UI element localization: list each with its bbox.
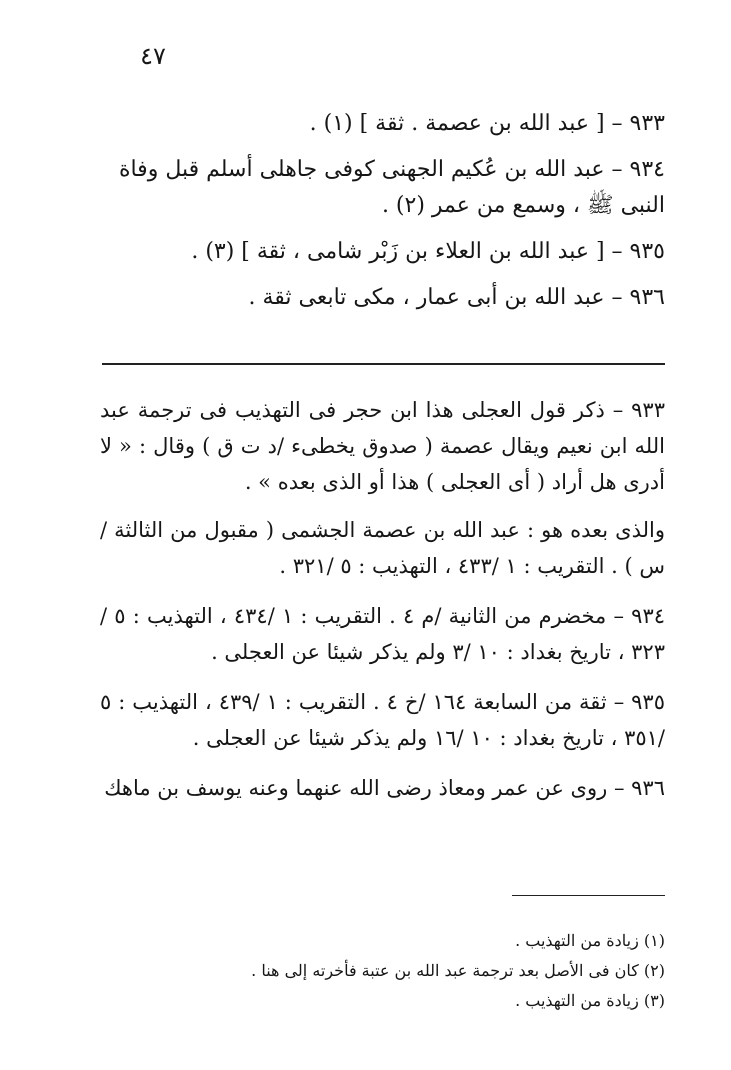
entry-text: عبد الله بن أبى عمار ، مكى تابعى ثقة .: [248, 285, 605, 310]
note-number: ٩٣٥: [631, 690, 665, 714]
entry-933: [100, 106, 665, 142]
note-933-continuation: [100, 512, 665, 584]
note-number: ٩٣٣: [631, 398, 665, 422]
footnote-3: [200, 986, 665, 1016]
note-dash: –: [606, 690, 625, 714]
footnotes: [200, 926, 665, 1016]
entry-number: ٩٣٣: [629, 111, 665, 136]
note-dash: –: [606, 604, 624, 628]
note-dash: –: [607, 776, 625, 800]
entry-text: [ عبد الله بن عصمة . ثقة ] (١) .: [309, 111, 605, 136]
footnote-number: (٢): [643, 961, 665, 980]
entry-dash: –: [604, 111, 623, 136]
entry-text: [ عبد الله بن العلاء بن زَبْر شامى ، ثقة ] (٣) .: [191, 239, 605, 264]
footnote-text: زيادة من التهذيب .: [515, 991, 639, 1010]
note-number: ٩٣٤: [631, 604, 666, 628]
entry-936: [100, 280, 665, 316]
footnotes-divider: [512, 895, 665, 896]
entry-dash: –: [604, 239, 623, 264]
footnote-text: كان فى الأصل بعد ترجمة عبد الله بن عتبة فأخرته إلى هنا .: [251, 961, 639, 980]
page-number: ٤٧: [140, 42, 166, 70]
entry-934: [100, 152, 665, 224]
notes-divider: [102, 363, 665, 365]
footnote-2: [200, 956, 665, 986]
entry-dash: –: [604, 285, 623, 310]
note-934: [100, 598, 665, 670]
note-933: [100, 392, 665, 500]
note-936: [100, 770, 665, 806]
entry-number: ٩٣٤: [629, 157, 665, 182]
entry-text: عبد الله بن عُكيم الجهنى كوفى جاهلى أسلم قبل وفاة النبى ﷺ ، وسمع من عمر (٢) .: [118, 157, 665, 218]
footnote-number: (٣): [643, 991, 665, 1010]
commentary-notes: [100, 392, 665, 820]
main-entries: [100, 106, 665, 326]
footnote-number: (١): [643, 931, 665, 950]
footnote-text: زيادة من التهذيب .: [515, 931, 639, 950]
note-text: ذكر قول العجلى هذا ابن حجر فى التهذيب فى ترجمة عبد الله ابن نعيم ويقال عصمة ( صدوق يخطىء /د ت ق ) وقال : « لا أدرى هل أراد ( أى العجلى ) هذا أو الذى بعده » .: [100, 398, 665, 494]
entry-935: [100, 234, 665, 270]
entry-number: ٩٣٦: [629, 285, 665, 310]
note-text: روى عن عمر ومعاذ رضى الله عنهما وعنه يوسف بن ماهك: [104, 776, 608, 800]
note-text: مخضرم من الثانية /م ٤ . التقريب : ١ /٤٣٤ ، التهذيب : ٥ /٣٢٣ ، تاريخ بغداد : ١٠ /٣ ولم يذكر شيئا عن العجلى .: [100, 604, 665, 664]
entry-number: ٩٣٥: [629, 239, 665, 264]
note-935: [100, 684, 665, 756]
entry-dash: –: [604, 157, 623, 182]
note-text: ثقة من السابعة ١٦٤ /خ ٤ . التقريب : ١ /٤٣٩ ، التهذيب : ٥ /٣٥١ ، تاريخ بغداد : ١٠ /١٦ ولم يذكر شيئا عن العجلى .: [100, 690, 665, 750]
note-text: والذى بعده هو : عبد الله بن عصمة الجشمى ( مقبول من الثالثة /س ) . التقريب : ١ /٤٣٣ ، التهذيب : ٥ /٣٢١ .: [100, 518, 665, 578]
note-number: ٩٣٦: [631, 776, 665, 800]
note-dash: –: [604, 398, 624, 422]
footnote-1: [200, 926, 665, 956]
